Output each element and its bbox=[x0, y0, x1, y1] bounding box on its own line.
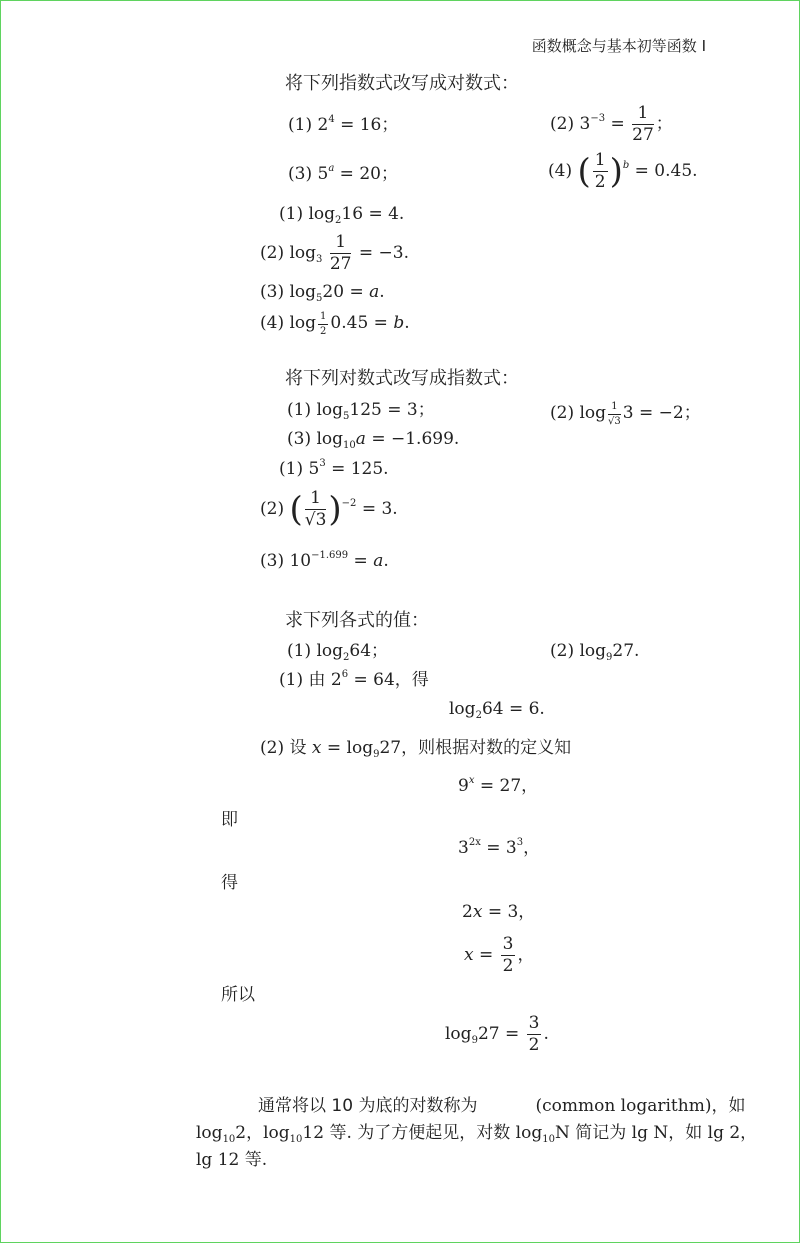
ex1-answer-3: (3) $\log_520 = a$. bbox=[260, 282, 385, 304]
ex1-question-4: (4) ( $\frac{1}{2}$ )$^b$ = 0.45. bbox=[548, 150, 698, 192]
ex1-answer-1: (1) $\log_216 = 4$. bbox=[279, 204, 405, 226]
ex3-title: 求下列各式的值： bbox=[285, 610, 429, 631]
ex3-solution-2: (2) 设 $x = \log_927$，则根据对数的定义知 bbox=[260, 738, 572, 760]
ex1-question-1: (1) $2^4 = 16$； bbox=[288, 114, 399, 135]
ex3-question-1: (1) $\log_264$； bbox=[287, 641, 389, 663]
running-header: 函数概念与基本初等函数 I bbox=[531, 37, 706, 55]
ex3-solution-1: (1) 由 $2^6 = 64$，得 bbox=[279, 669, 429, 690]
ex1-title: 将下列指数式改写成对数式： bbox=[285, 73, 519, 94]
ex2-question-1: (1) $\log_5125 = 3$； bbox=[287, 400, 435, 422]
ex2-answer-2: (2) ( $\frac{1}{√3}$ )$^{-2}$ = 3. bbox=[260, 488, 398, 530]
ex1-question-3: (3) $5^a = 20$； bbox=[288, 163, 398, 184]
ex2-answer-3: (3) $10^{-1.699} = a$. bbox=[260, 550, 389, 571]
ex1-question-2: (2) $3^{-3}$ = $\frac{1}{27}$ ； bbox=[550, 103, 673, 145]
ex3-question-2: (2) $\log_927$. bbox=[550, 641, 640, 663]
ex1-answer-2: (2) $\log_3$ $\frac{1}{27}$ = −3. bbox=[260, 232, 409, 274]
label-de: 得 bbox=[221, 873, 238, 893]
label-suoyi: 所以 bbox=[221, 985, 255, 1005]
equation-x-frac: x = $\frac{3}{2}$ ， bbox=[464, 934, 535, 976]
ex2-question-2: (2) log $\frac{1}{√3}$ 3 = −2； bbox=[550, 401, 701, 427]
equation-3-2x: $3^{2x} = 3^3$， bbox=[458, 837, 541, 858]
common-log-paragraph bbox=[196, 1093, 778, 1174]
equation-9x: $9^x = 27$， bbox=[458, 775, 539, 796]
paragraph-line-1: 通常将以 10 为底的对数称为 (common logarithm)，如 bbox=[258, 1096, 746, 1116]
label-ji: 即 bbox=[221, 810, 238, 830]
paragraph-line-2: $\log_{10}2$，$\log_{10}12$ 等. 为了方便起见，对数 $\log_{10}N$ 简记为 lg N，如 lg 2， bbox=[196, 1123, 758, 1145]
equation-2x: 2x = 3， bbox=[462, 902, 536, 922]
equation-final: $\log_927$ = $\frac{3}{2}$ . bbox=[445, 1013, 549, 1055]
ex2-question-3: (3) $\log_{10}a = -1.699$. bbox=[287, 429, 460, 451]
ex2-answer-1: (1) $5^3 = 125$. bbox=[279, 458, 389, 479]
paragraph-line-3: lg 12 等. bbox=[196, 1150, 268, 1170]
ex2-title: 将下列对数式改写成指数式： bbox=[285, 368, 519, 389]
ex1-answer-4: (4) log $\frac{1}{2}$ 0.45 = b. bbox=[260, 311, 410, 337]
ex3-solution-1-result: $\log_264 = 6$. bbox=[449, 699, 545, 721]
